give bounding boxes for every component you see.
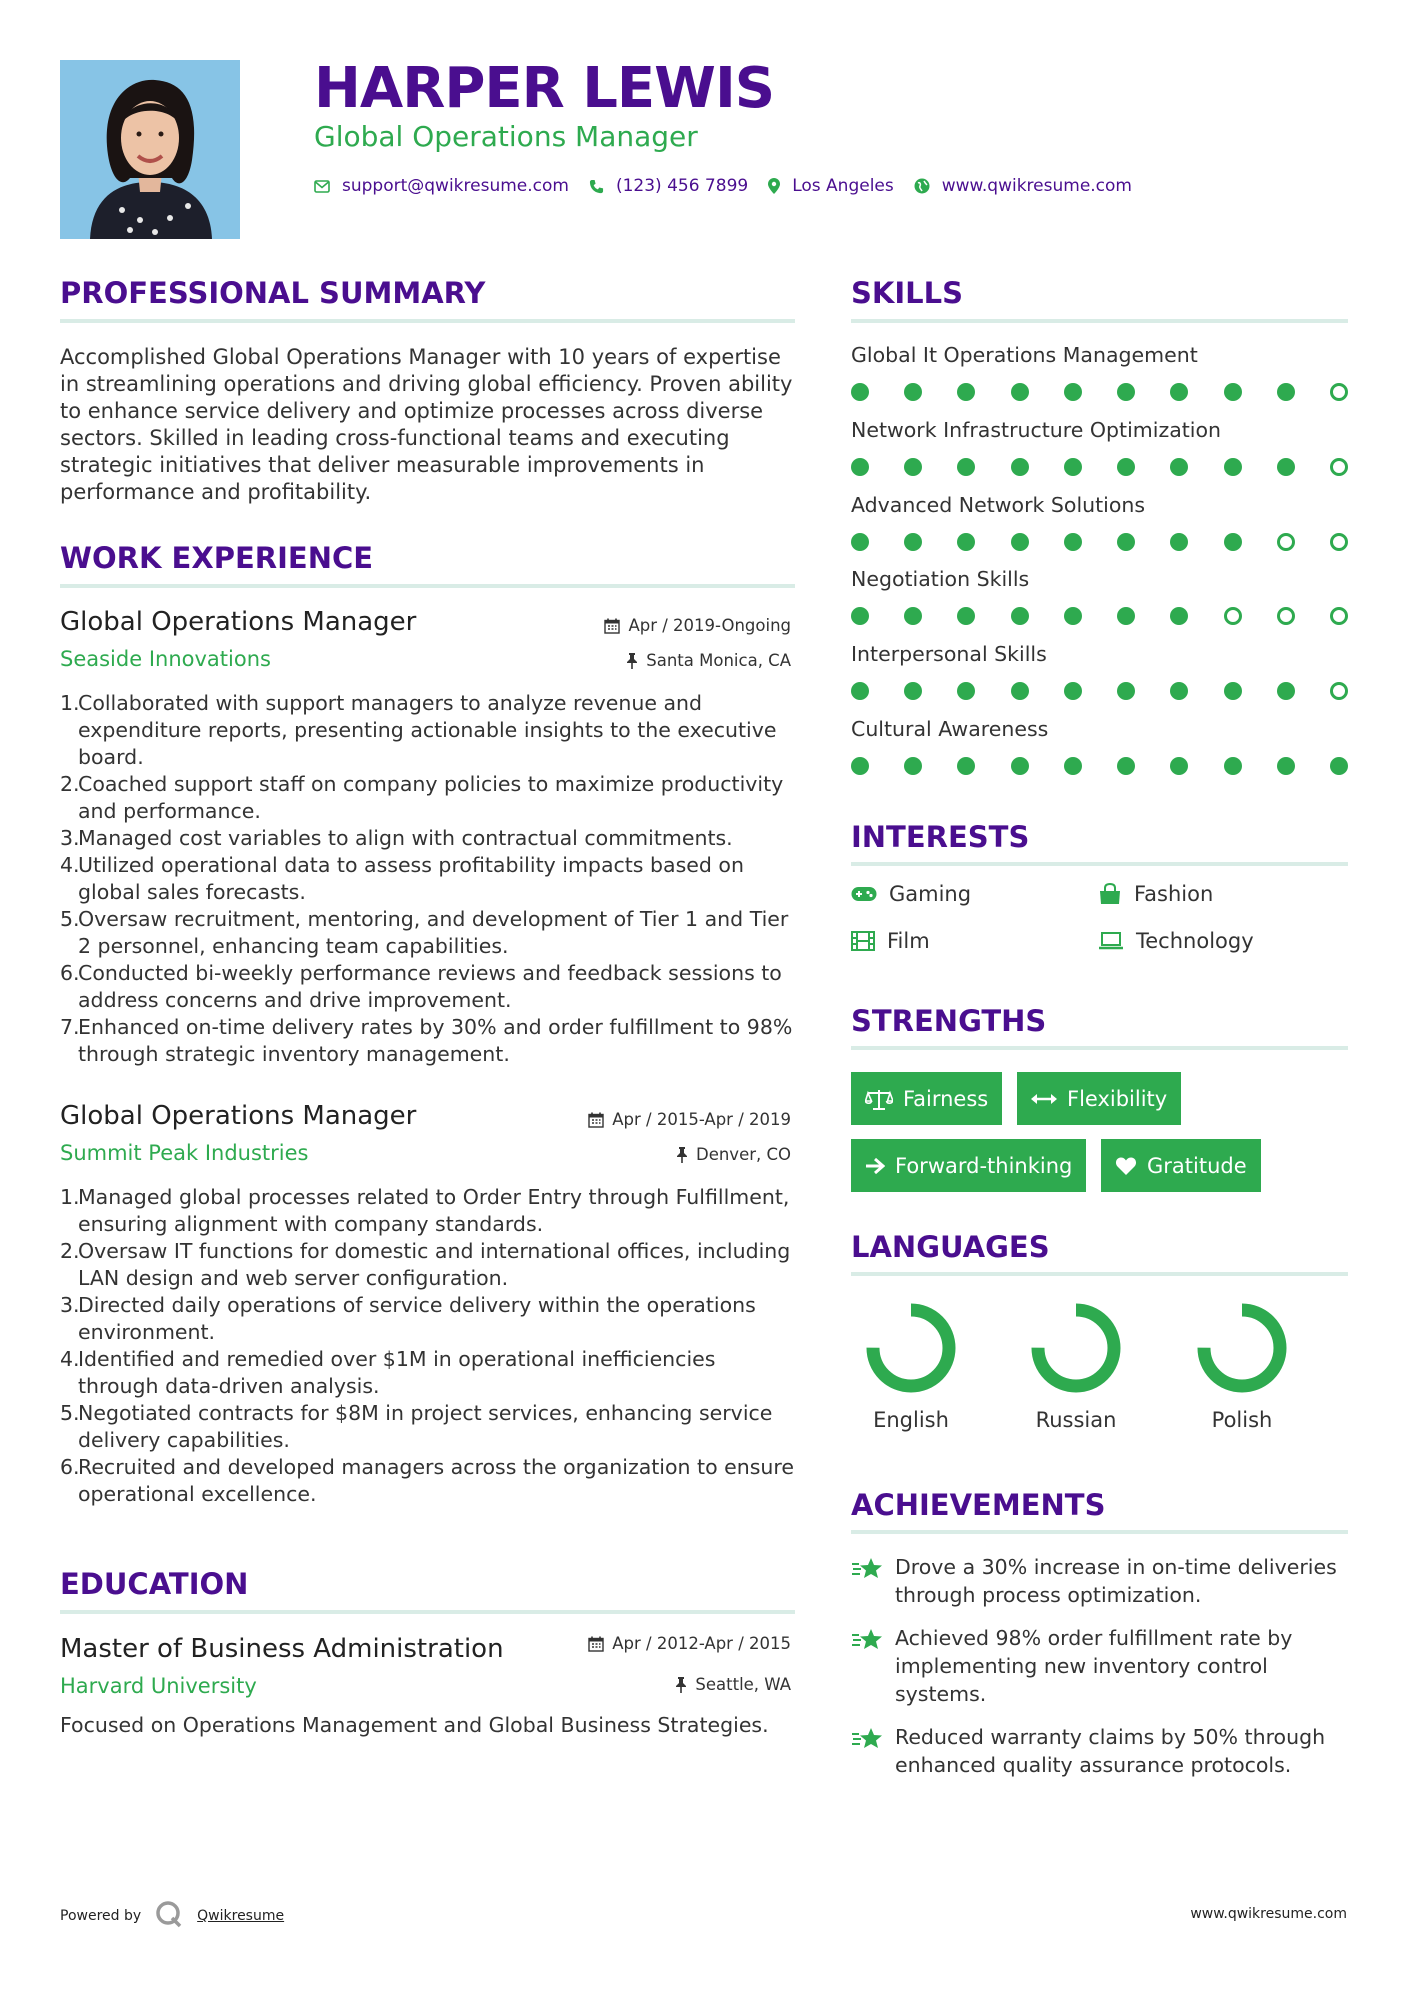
phone-icon [589, 179, 604, 194]
education-description: Focused on Operations Management and Global Business Strategies. [60, 1713, 769, 1737]
balance-scale-icon [865, 1088, 893, 1110]
achievements-divider [851, 1530, 1348, 1534]
skill-dot-filled [1011, 682, 1029, 700]
skill-name: Advanced Network Solutions [851, 493, 1146, 517]
strength-badge [1017, 1072, 1181, 1125]
language-level-arc [1204, 1310, 1280, 1386]
skill-dot-filled [1170, 757, 1188, 775]
skill-dot-filled [1224, 383, 1242, 401]
interest-item [851, 929, 930, 953]
skill-dot-filled [851, 757, 869, 775]
skill-dot-filled [1117, 607, 1135, 625]
job-location [676, 1145, 791, 1164]
achievement-item [851, 1723, 1351, 1779]
calendar-icon [588, 1112, 604, 1128]
skill-name: Cultural Awareness [851, 717, 1049, 741]
skill-dot-filled [1224, 682, 1242, 700]
list-item: 4. Utilized operational data to assess profitability impacts based on global sales forecasts. [60, 853, 744, 904]
skill-dot-filled [1011, 458, 1029, 476]
language-ring [1194, 1300, 1290, 1396]
calendar-icon [588, 1636, 604, 1652]
summary-heading: PROFESSIONAL SUMMARY [60, 276, 486, 310]
contact-location [768, 176, 894, 196]
globe-icon [914, 178, 930, 194]
skill-dot-empty [1330, 533, 1348, 551]
job-bullets [60, 1184, 795, 1508]
brand-link[interactable]: Qwikresume [197, 1908, 285, 1924]
education-location-text: Seattle, WA [695, 1675, 791, 1694]
skill-item [851, 493, 1348, 517]
skills-divider [851, 319, 1348, 323]
education-dates-text: Apr / 2012-Apr / 2015 [612, 1634, 791, 1653]
skill-dot-empty [1330, 607, 1348, 625]
skills-heading: SKILLS [851, 276, 963, 310]
pin-icon [626, 653, 638, 669]
skill-dot-filled [1117, 458, 1135, 476]
contact-email[interactable] [314, 176, 569, 196]
job-dates-text: Apr / 2015-Apr / 2019 [612, 1110, 791, 1129]
skill-dot-filled [957, 682, 975, 700]
job-bullets [60, 690, 795, 1068]
candidate-role: Global Operations Manager [314, 120, 698, 153]
skill-item [851, 567, 1348, 591]
interest-label: Technology [1136, 929, 1254, 953]
skill-dot-filled [1224, 757, 1242, 775]
skill-dot-filled [1170, 533, 1188, 551]
strengths-heading: STRENGTHS [851, 1004, 1047, 1038]
skill-dot-filled [1064, 458, 1082, 476]
skill-dot-empty [1330, 383, 1348, 401]
languages-heading: LANGUAGES [851, 1230, 1050, 1264]
interest-item [1098, 882, 1213, 906]
achievement-item [851, 1553, 1351, 1609]
summary-text: Accomplished Global Operations Manager with 10 years of expertise in streamlining operations and driving global efficiency. Proven ability to enhance service delivery and optimize processes across diverse sectors. Skilled in leading cross-functional teams and executing strategic initiatives that deliver measurable improvements in performance and profitability. [60, 345, 793, 504]
arrows-horizontal-icon [1031, 1092, 1057, 1106]
language-item [1011, 1300, 1141, 1432]
skill-rating [851, 757, 1348, 775]
job-location [626, 651, 791, 670]
list-item: 2. Coached support staff on company policies to maximize productivity and performance. [60, 772, 784, 823]
contact-website[interactable] [914, 176, 1132, 196]
strengths-divider [851, 1046, 1348, 1050]
skill-dot-filled [1011, 757, 1029, 775]
skill-dot-filled [957, 458, 975, 476]
skill-dot-filled [851, 458, 869, 476]
language-ring [863, 1300, 959, 1396]
achievement-item [851, 1624, 1351, 1708]
achievements-heading: ACHIEVEMENTS [851, 1488, 1106, 1522]
skill-dot-filled [1277, 458, 1295, 476]
skill-dot-filled [904, 607, 922, 625]
skill-dot-filled [1117, 757, 1135, 775]
skill-rating [851, 682, 1348, 700]
skill-dot-filled [1064, 757, 1082, 775]
education-location [675, 1675, 791, 1694]
strength-badge [1101, 1139, 1261, 1192]
skill-dot-filled [1064, 682, 1082, 700]
contact-bar [314, 176, 1152, 196]
skill-dot-filled [904, 458, 922, 476]
skill-dot-filled [1117, 682, 1135, 700]
interest-label: Fashion [1134, 882, 1214, 906]
skill-dot-filled [1011, 607, 1029, 625]
skill-dot-filled [1011, 383, 1029, 401]
list-item: 5. Negotiated contracts for $8M in project services, enhancing service delivery capabilities. [60, 1401, 773, 1452]
skill-rating [851, 458, 1348, 476]
website-text: www.qwikresume.com [941, 176, 1132, 196]
interest-item [851, 882, 971, 906]
skill-dot-filled [904, 383, 922, 401]
strength-label: Fairness [903, 1086, 989, 1111]
list-item: 6. Recruited and developed managers across the organization to ensure operational excellence. [60, 1455, 795, 1506]
skill-dot-filled [1170, 607, 1188, 625]
arrow-right-icon [865, 1157, 885, 1175]
job-title: Global Operations Manager [60, 607, 417, 637]
skill-dot-filled [1330, 757, 1348, 775]
interest-label: Film [887, 929, 930, 953]
skill-dot-filled [851, 533, 869, 551]
job-company: Seaside Innovations [60, 647, 271, 671]
candidate-name: HARPER LEWIS [314, 56, 775, 121]
skill-dot-filled [957, 607, 975, 625]
list-item: 1. Managed global processes related to Order Entry through Fulfillment, ensuring alignment with company standards. [60, 1185, 790, 1236]
skill-item [851, 418, 1348, 442]
calendar-icon [604, 618, 620, 634]
map-marker-icon [768, 178, 780, 194]
skill-name: Negotiation Skills [851, 567, 1030, 591]
list-item: 5. Oversaw recruitment, mentoring, and development of Tier 1 and Tier 2 personnel, enhancing team capabilities. [60, 907, 789, 958]
job-location-text: Santa Monica, CA [646, 651, 791, 670]
skill-dot-filled [957, 757, 975, 775]
skill-dot-filled [1011, 533, 1029, 551]
shooting-star-icon [851, 1624, 895, 1708]
heart-icon [1115, 1156, 1137, 1176]
skill-name: Global It Operations Management [851, 343, 1198, 367]
job-dates-text: Apr / 2019-Ongoing [628, 616, 791, 635]
skill-rating [851, 607, 1348, 625]
skill-dot-filled [1224, 533, 1242, 551]
list-item: 4. Identified and remedied over $1M in operational inefficiencies through data-driven analysis. [60, 1347, 716, 1398]
phone-text: (123) 456 7899 [615, 176, 749, 196]
language-level-arc [873, 1310, 949, 1386]
laptop-icon [1098, 932, 1124, 950]
list-item: 6. Conducted bi-weekly performance reviews and feedback sessions to address concerns and drive improvement. [60, 961, 782, 1012]
skill-dot-filled [1277, 383, 1295, 401]
skill-dot-filled [1170, 682, 1188, 700]
list-item: 3. Directed daily operations of service delivery within the operations environment. [60, 1293, 756, 1344]
experience-heading: WORK EXPERIENCE [60, 541, 374, 575]
film-icon [851, 931, 875, 951]
skill-dot-filled [957, 533, 975, 551]
skill-dot-empty [1277, 533, 1295, 551]
skill-rating [851, 383, 1348, 401]
skill-dot-empty [1330, 682, 1348, 700]
skill-item [851, 717, 1348, 741]
skill-name: Interpersonal Skills [851, 642, 1047, 666]
summary-divider [60, 319, 795, 323]
skill-name: Network Infrastructure Optimization [851, 418, 1222, 442]
list-item: 3. Managed cost variables to align with contractual commitments. [60, 826, 733, 850]
skill-dot-empty [1277, 607, 1295, 625]
footer-website[interactable]: www.qwikresume.com [1190, 1906, 1347, 1922]
education-divider [60, 1610, 795, 1614]
shopping-bag-icon [1098, 883, 1122, 905]
languages-divider [851, 1272, 1348, 1276]
skill-dot-filled [1064, 383, 1082, 401]
gamepad-icon [851, 886, 877, 902]
job-title: Global Operations Manager [60, 1101, 417, 1131]
skill-item [851, 343, 1348, 367]
skill-dot-filled [1064, 533, 1082, 551]
list-item: 7. Enhanced on-time delivery rates by 30% and order fulfillment to 98% through strategic inventory management. [60, 1015, 793, 1066]
school-name: Harvard University [60, 1674, 257, 1698]
contact-phone[interactable] [589, 176, 748, 196]
degree-title: Master of Business Administration [60, 1634, 504, 1664]
skill-dot-filled [904, 682, 922, 700]
skill-dot-filled [851, 607, 869, 625]
skill-dot-filled [851, 383, 869, 401]
interests-heading: INTERESTS [851, 820, 1030, 854]
skill-dot-filled [904, 757, 922, 775]
language-item [846, 1300, 976, 1432]
strength-label: Flexibility [1067, 1086, 1168, 1111]
pin-icon [675, 1677, 687, 1693]
strength-badge [851, 1072, 1002, 1125]
interests-divider [851, 862, 1348, 866]
envelope-icon [314, 180, 330, 193]
skill-dot-filled [851, 682, 869, 700]
skill-dot-filled [1224, 458, 1242, 476]
skill-dot-filled [1117, 533, 1135, 551]
skill-dot-filled [1277, 757, 1295, 775]
language-name: Polish [1211, 1408, 1273, 1432]
job-location-text: Denver, CO [695, 1145, 791, 1164]
language-name: English [873, 1408, 949, 1432]
achievement-text: Drove a 30% increase in on-time deliveries through process optimization. [895, 1555, 1337, 1607]
job-company: Summit Peak Industries [60, 1141, 309, 1165]
pin-icon [676, 1147, 688, 1163]
interest-item [1098, 929, 1254, 953]
profile-photo [60, 60, 240, 239]
skill-dot-filled [1170, 383, 1188, 401]
language-name: Russian [1035, 1408, 1117, 1432]
skill-dot-empty [1330, 458, 1348, 476]
experience-divider [60, 584, 795, 588]
language-level-arc [1038, 1310, 1114, 1386]
list-item: 2. Oversaw IT functions for domestic and international offices, including LAN design and web server configuration. [60, 1239, 791, 1290]
powered-by-label: Powered by [60, 1908, 142, 1924]
skill-rating [851, 533, 1348, 551]
skill-dot-filled [1170, 458, 1188, 476]
language-ring [1028, 1300, 1124, 1396]
shooting-star-icon [851, 1553, 895, 1609]
language-item [1177, 1300, 1307, 1432]
skill-dot-filled [1117, 383, 1135, 401]
strength-label: Gratitude [1147, 1153, 1247, 1178]
skill-dot-empty [1224, 607, 1242, 625]
shooting-star-icon [851, 1723, 895, 1779]
interest-label: Gaming [889, 882, 972, 906]
achievement-text: Reduced warranty claims by 50% through enhanced quality assurance protocols. [895, 1725, 1326, 1777]
strength-badge [851, 1139, 1086, 1192]
skill-dot-filled [1277, 682, 1295, 700]
footer-branding [60, 1900, 284, 1932]
skill-item [851, 642, 1348, 666]
list-item: 1. Collaborated with support managers to analyze revenue and expenditure reports, presenting actionable insights to the executive board. [60, 691, 777, 769]
achievement-text: Achieved 98% order fulfillment rate by implementing new inventory control systems. [895, 1626, 1293, 1706]
skill-dot-filled [1064, 607, 1082, 625]
location-text: Los Angeles [792, 176, 894, 196]
skill-dot-filled [904, 533, 922, 551]
job-dates [588, 1110, 791, 1129]
qwikresume-logo-icon [155, 1900, 183, 1932]
job-dates [604, 616, 791, 635]
education-heading: EDUCATION [60, 1567, 249, 1601]
email-text: support@qwikresume.com [342, 176, 569, 196]
strength-label: Forward-thinking [895, 1153, 1073, 1178]
skill-dot-filled [957, 383, 975, 401]
education-dates [588, 1634, 791, 1653]
